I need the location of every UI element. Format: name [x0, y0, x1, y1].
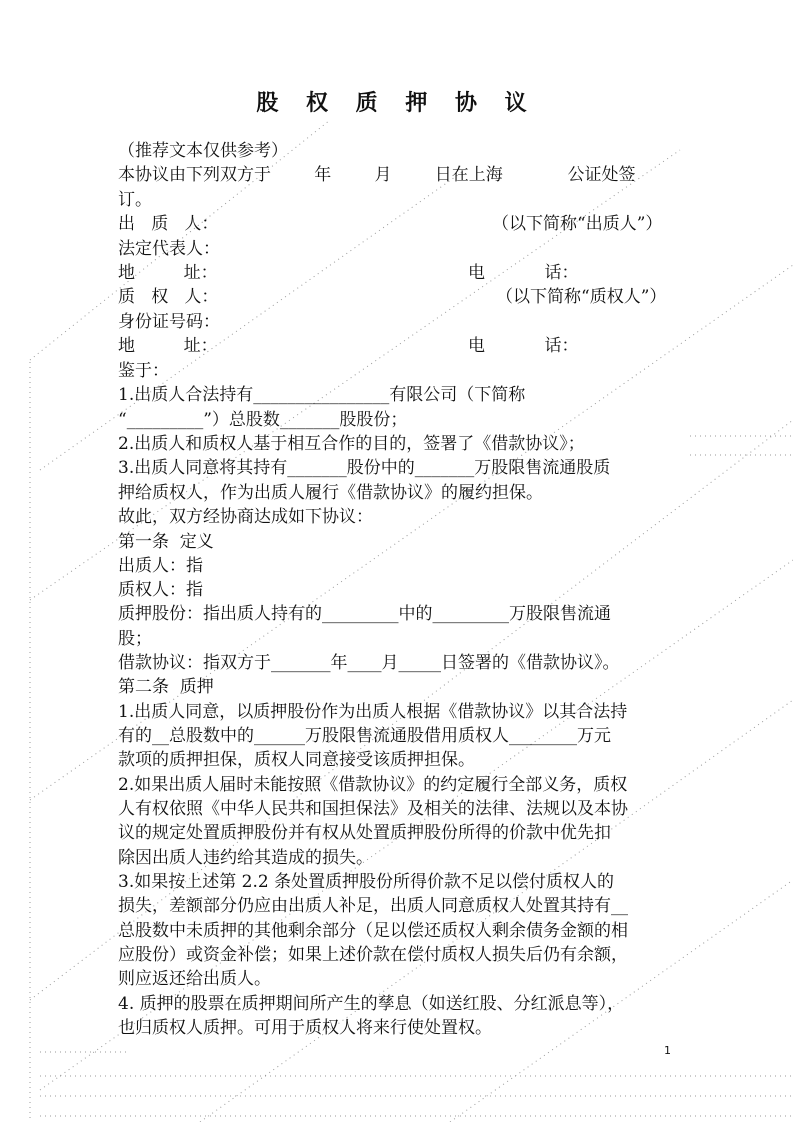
body-line: 1.出质人合法持有________________有限公司（下简称 [118, 385, 526, 405]
body-line: 人有权依照《中华人民共和国担保法》及相关的法律、法规以及本协 [118, 799, 628, 819]
body-line: 款项的质押担保，质权人同意接受该质押担保。 [118, 750, 475, 770]
body-line: 应股份）或资金补偿；如果上述价款在偿付质权人损失后仍有余额， [118, 945, 628, 965]
body-line: 1.出质人同意，以质押股份作为出质人根据《借款协议》以其合法持 [118, 702, 628, 722]
body-line: 本协议由下列双方于 年 月 日在上海 公证处签 [118, 165, 636, 185]
phone-label-2: 电 话： [468, 336, 579, 356]
phone-label-1: 电 话： [468, 263, 579, 283]
page-number: 1 [664, 1044, 671, 1057]
body-line: 除因出质人违约给其造成的损失。 [118, 848, 373, 868]
body-line: 出质人：指 [118, 556, 203, 576]
body-line: 股； [118, 629, 152, 649]
body-line: 议的规定处置质押股份并有权从处置质押股份所得的价款中优先扣 [118, 823, 611, 843]
body-line: 2.如果出质人届时未能按照《借款协议》的约定履行全部义务，质权 [118, 775, 628, 795]
body-line: 法定代表人： [118, 239, 220, 259]
body-line: 质权人：指 [118, 580, 203, 600]
body-line: 也归质权人质押。可用于质权人将来行使处置权。 [118, 1018, 492, 1038]
body-line: 有的__总股数中的______万股限售流通股借用质权人________万元 [118, 726, 611, 746]
document-title: 股 权 质 押 协 议 [256, 90, 537, 116]
body-line: 身份证号码： [118, 312, 220, 332]
body-line: 押给质权人，作为出质人履行《借款协议》的履约担保。 [118, 483, 543, 503]
pledgor-alias-note: （以下简称“出质人”） [492, 214, 663, 234]
body-line: 质押股份：指出质人持有的_________中的_________万股限售流通 [118, 604, 611, 624]
body-line: 总股数中未质押的其他剩余部分（足以偿还质权人剩余债务金额的相 [118, 921, 628, 941]
body-line: 2.出质人和质权人基于相互合作的目的，签署了《借款协议》； [118, 434, 585, 454]
body-line: 损失，差额部分仍应由出质人补足，出质人同意质权人处置其持有__ [118, 896, 628, 916]
body-line: 第一条 定义 [118, 532, 214, 552]
body-line: 故此，双方经协商达成如下协议： [118, 507, 373, 527]
body-line: 订。 [118, 190, 152, 210]
body-line: 则应返还给出质人。 [118, 969, 271, 989]
body-line: “_________”）总股数_______股股份； [118, 410, 408, 430]
body-line: 质 权 人： [118, 287, 219, 307]
body-line: 地 址： [118, 263, 218, 283]
body-line: 借款协议：指双方于_______年____月_____日签署的《借款协议》。 [118, 653, 620, 673]
body-line: 4. 质押的股票在质押期间所产生的孳息（如送红股、分红派息等）， [118, 994, 625, 1014]
pledgee-alias-note: （以下简称“质权人”） [496, 287, 667, 307]
body-line: （推荐文本仅供参考） [118, 141, 288, 161]
body-line: 出 质 人： [118, 214, 219, 234]
body-line: 鉴于： [118, 361, 169, 381]
body-line: 3.如果按上述第 2.2 条处置质押股份所得价款不足以偿付质权人的 [118, 872, 615, 892]
body-line: 3.出质人同意将其持有_______股份中的_______万股限售流通股质 [118, 458, 611, 478]
body-line: 地 址： [118, 336, 218, 356]
body-line: 第二条 质押 [118, 677, 214, 697]
